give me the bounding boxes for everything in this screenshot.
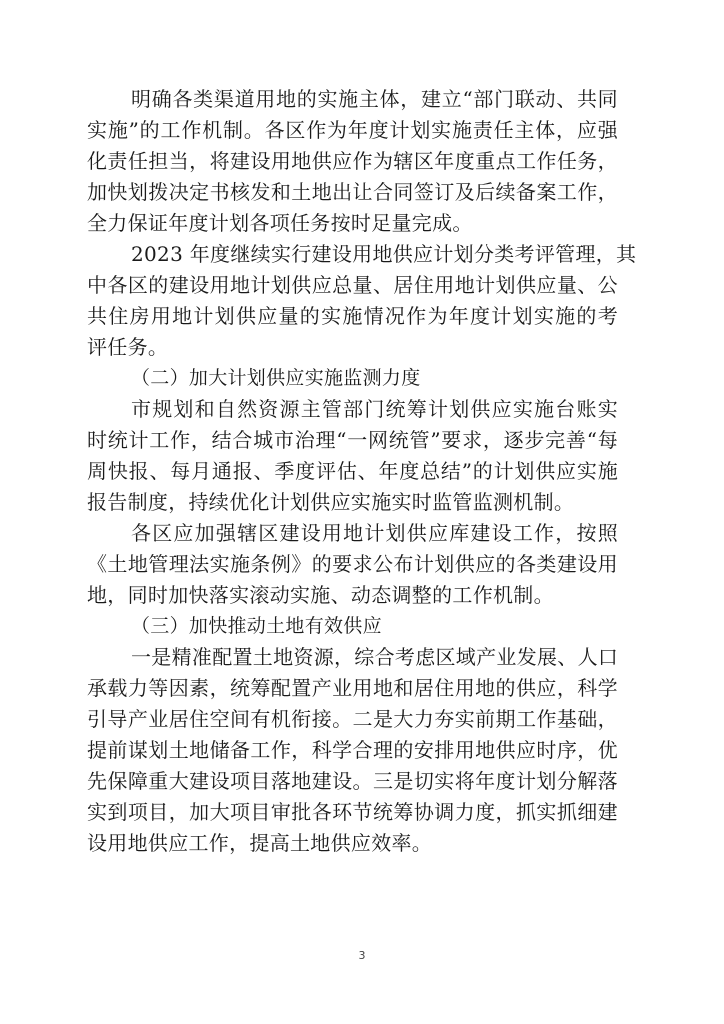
section-heading: （二）加大计划供应实施监测力度	[131, 367, 421, 389]
text-line: 中各区的建设用地计划供应总量、居住用地计划供应量、公	[87, 273, 618, 297]
text-line: 实施”的工作机制。各区作为年度计划实施责任主体，应强	[87, 118, 618, 142]
text-line: 地，同时加快落实滚动实施、动态调整的工作机制。	[87, 583, 554, 607]
text-line: 加快划拨决定书核发和土地出让合同签订及后续备案工作，	[87, 180, 618, 204]
text-line: 实到项目，加大项目审批各环节统筹协调力度，抓实抓细建	[87, 800, 618, 824]
text-line: 报告制度，持续优化计划供应实施实时监管监测机制。	[87, 490, 575, 514]
paragraph	[87, 518, 618, 611]
page-number: 3	[358, 949, 366, 962]
text-line: 先保障重大建设项目落地建设。三是切实将年度计划分解落	[87, 769, 618, 793]
text-line: 明确各类渠道用地的实施主体，建立“部门联动、共同	[131, 87, 618, 111]
paragraph	[87, 642, 618, 859]
paragraph	[87, 394, 618, 518]
text-line: 2023 年度继续实行建设用地供应计划分类考评管理，其	[131, 242, 637, 266]
text-line: 各区应加强辖区建设用地计划供应库建设工作，按照	[131, 521, 618, 545]
text-line: 引导产业居住空间有机衔接。二是大力夯实前期工作基础，	[87, 707, 618, 731]
text-line: 市规划和自然资源主管部门统筹计划供应实施台账实	[131, 397, 618, 421]
paragraph	[87, 84, 618, 239]
text-line: 承载力等因素，统筹配置产业用地和居住用地的供应，科学	[87, 676, 618, 700]
text-line: 设用地供应工作，提高土地供应效率。	[87, 831, 433, 855]
document-body	[87, 84, 637, 859]
text-line: 时统计工作，结合城市治理“一网统管”要求，逐步完善“每	[87, 428, 618, 452]
text-line: 《土地管理法实施条例》的要求公布计划供应的各类建设用	[87, 552, 618, 576]
section-heading: （三）加快推动土地有效供应	[131, 615, 382, 637]
text-line: 共住房用地计划供应量的实施情况作为年度计划实施的考	[87, 304, 618, 328]
text-line: 评任务。	[87, 335, 169, 359]
text-line: 周快报、每月通报、季度评估、年度总结”的计划供应实施	[87, 459, 618, 483]
text-line: 一是精准配置土地资源，综合考虑区域产业发展、人口	[131, 645, 619, 669]
paragraph	[87, 239, 637, 363]
text-line: 化责任担当，将建设用地供应作为辖区年度重点工作任务，	[87, 149, 618, 173]
text-line: 提前谋划土地储备工作，科学合理的安排用地供应时序，优	[87, 738, 618, 762]
text-line: 全力保证年度计划各项任务按时足量完成。	[87, 211, 473, 235]
